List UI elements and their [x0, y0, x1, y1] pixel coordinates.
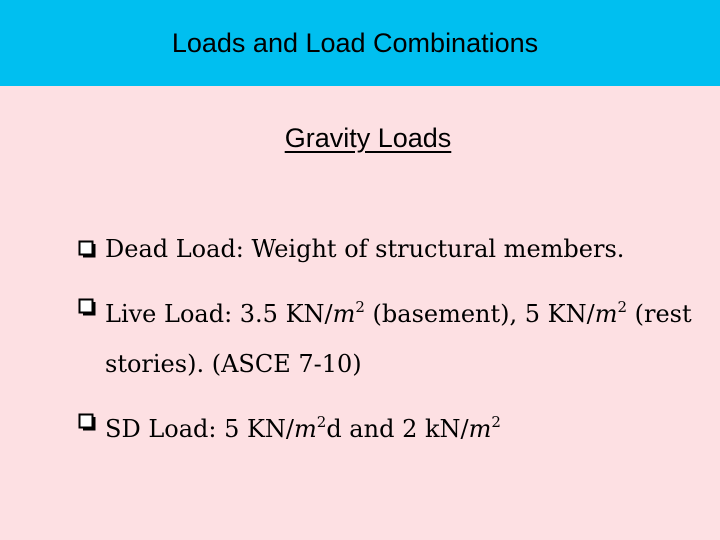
bullet-text-part: (rest stories). (ASCE 7-10) [105, 300, 692, 378]
checkbox-bullet-icon [78, 413, 96, 431]
unit-m: m [468, 415, 492, 443]
bullet-text-part: Live Load: 3.5 KN/ [105, 300, 333, 328]
bullet-dead-load [78, 224, 698, 274]
bullet-live-load [78, 282, 698, 389]
bullet-text: Dead Load: Weight of structural members. [105, 235, 625, 263]
unit-m: m [294, 415, 317, 443]
slide-subtitle: Gravity Loads [284, 123, 452, 153]
superscript: 2 [355, 298, 365, 316]
bullet-text-part: (basement), 5 KN/ [364, 300, 595, 328]
checkbox-bullet-icon [78, 298, 96, 316]
bullet-text-part: SD Load: 5 KN/ [105, 415, 294, 443]
checkbox-bullet-icon [78, 240, 96, 258]
superscript: 2 [491, 413, 501, 431]
bullet-sd-load [78, 397, 698, 454]
superscript: 2 [617, 298, 627, 316]
bullet-list [78, 224, 698, 462]
superscript: 2 [316, 413, 327, 431]
unit-m: m [332, 300, 356, 328]
bullet-text-part: d and 2 kN/ [326, 415, 469, 443]
unit-m: m [594, 300, 618, 328]
slide-title: Loads and Load Combinations [171, 28, 539, 58]
